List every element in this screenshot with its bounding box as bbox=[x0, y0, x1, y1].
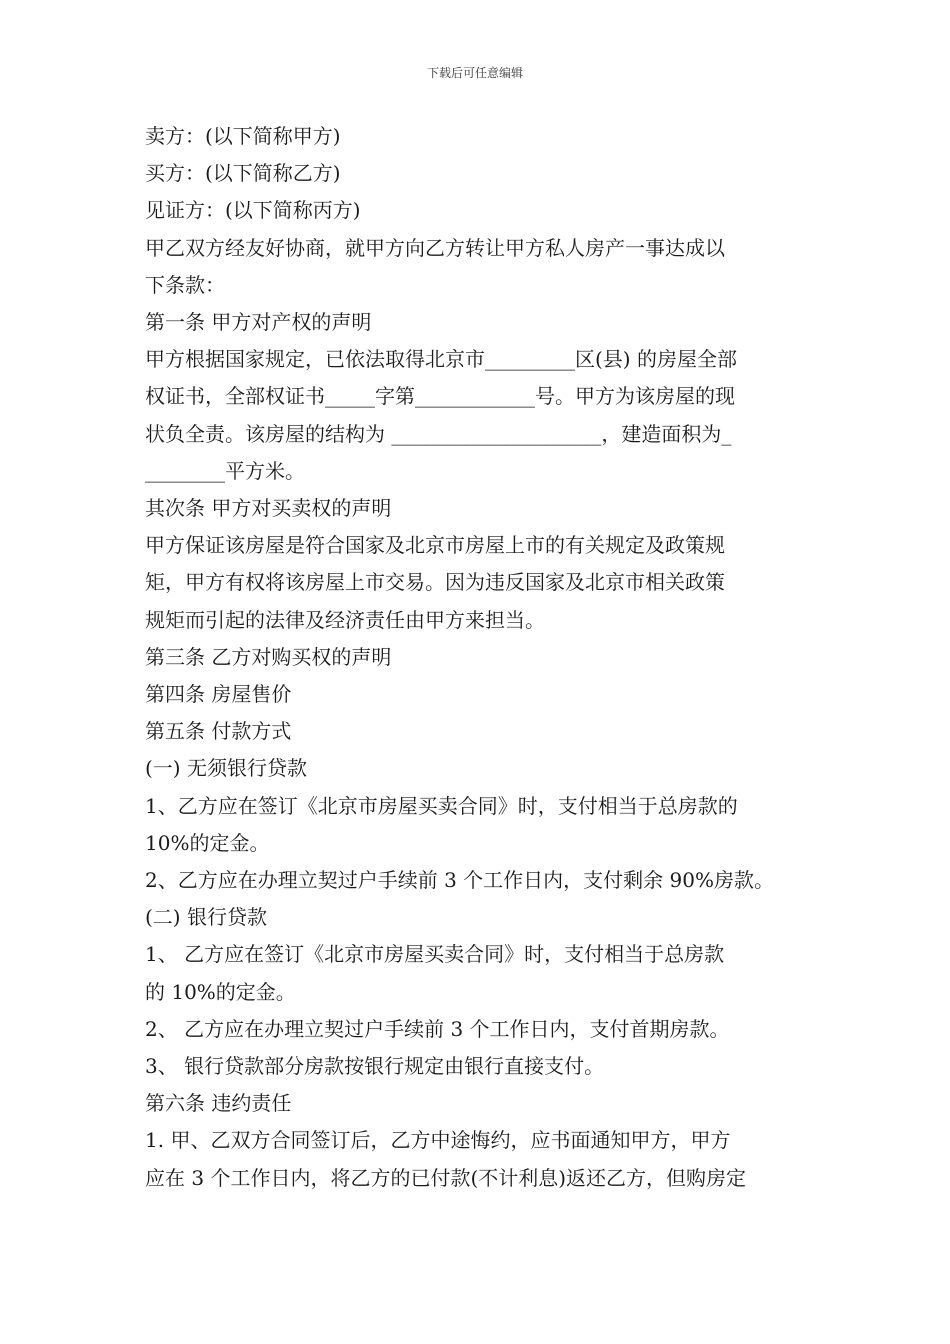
list-item: 2、乙方应在办理立契过户手续前 3 个工作日内，支付剩余 90%房款。 bbox=[145, 868, 774, 893]
intro-line: 甲乙双方经友好协商，就甲方向乙方转让甲方私人房产一事达成以 bbox=[145, 235, 725, 260]
list-item: 1、乙方应在签订《北京市房屋买卖合同》时，支付相当于总房款的 bbox=[145, 793, 738, 818]
paragraph-line: 规矩而引起的法律及经济责任由甲方来担当。 bbox=[145, 607, 545, 632]
contract-body bbox=[145, 118, 810, 1197]
paragraph-line: 甲方保证该房屋是符合国家及北京市房屋上市的有关规定及政策规 bbox=[145, 533, 725, 558]
paragraph-line: 状负全责。该房屋的结构为 _____________________，建造面积为_ bbox=[145, 421, 732, 446]
paragraph-line: 甲方根据国家规定，已依法取得北京市_________区(县) 的房屋全部 bbox=[145, 347, 737, 372]
page-header-note: 下载后可任意编辑 bbox=[426, 66, 523, 80]
article-heading: 第四条 房屋售价 bbox=[145, 682, 292, 707]
article-heading: 第三条 乙方对购买权的声明 bbox=[145, 644, 392, 669]
list-item: 应在 3 个工作日内，将乙方的已付款(不计利息)返还乙方，但购房定 bbox=[145, 1165, 747, 1190]
article-heading: 第一条 甲方对产权的声明 bbox=[145, 310, 372, 335]
paragraph-line: ________平方米。 bbox=[145, 458, 305, 483]
article-heading: 第六条 违约责任 bbox=[145, 1091, 292, 1116]
list-item: 3、 银行贷款部分房款按银行规定由银行直接支付。 bbox=[145, 1054, 605, 1079]
paragraph-line: 权证书，全部权证书_____字第____________号。甲方为该房屋的现 bbox=[145, 384, 735, 409]
list-item: 1、 乙方应在签订《北京市房屋买卖合同》时，支付相当于总房款 bbox=[145, 942, 725, 967]
intro-line: 下条款： bbox=[145, 272, 225, 297]
sub-heading: (二) 银行贷款 bbox=[145, 905, 267, 930]
sub-heading: (一) 无须银行贷款 bbox=[145, 756, 307, 781]
paragraph-line: 矩，甲方有权将该房屋上市交易。因为违反国家及北京市相关政策 bbox=[145, 570, 725, 595]
list-item: 的 10%的定金。 bbox=[145, 979, 296, 1004]
seller-line: 卖方：(以下简称甲方) bbox=[145, 124, 341, 148]
article-heading: 第五条 付款方式 bbox=[145, 719, 292, 744]
witness-line: 见证方：(以下简称丙方) bbox=[145, 198, 361, 223]
article-heading: 其次条 甲方对买卖权的声明 bbox=[145, 496, 392, 521]
list-item: 2、 乙方应在办理立契过户手续前 3 个工作日内，支付首期房款。 bbox=[145, 1016, 730, 1041]
list-item: 10%的定金。 bbox=[145, 830, 270, 855]
buyer-line: 买方：(以下简称乙方) bbox=[145, 161, 341, 186]
list-item: 1. 甲、乙双方合同签订后，乙方中途悔约，应书面通知甲方，甲方 bbox=[145, 1128, 731, 1153]
